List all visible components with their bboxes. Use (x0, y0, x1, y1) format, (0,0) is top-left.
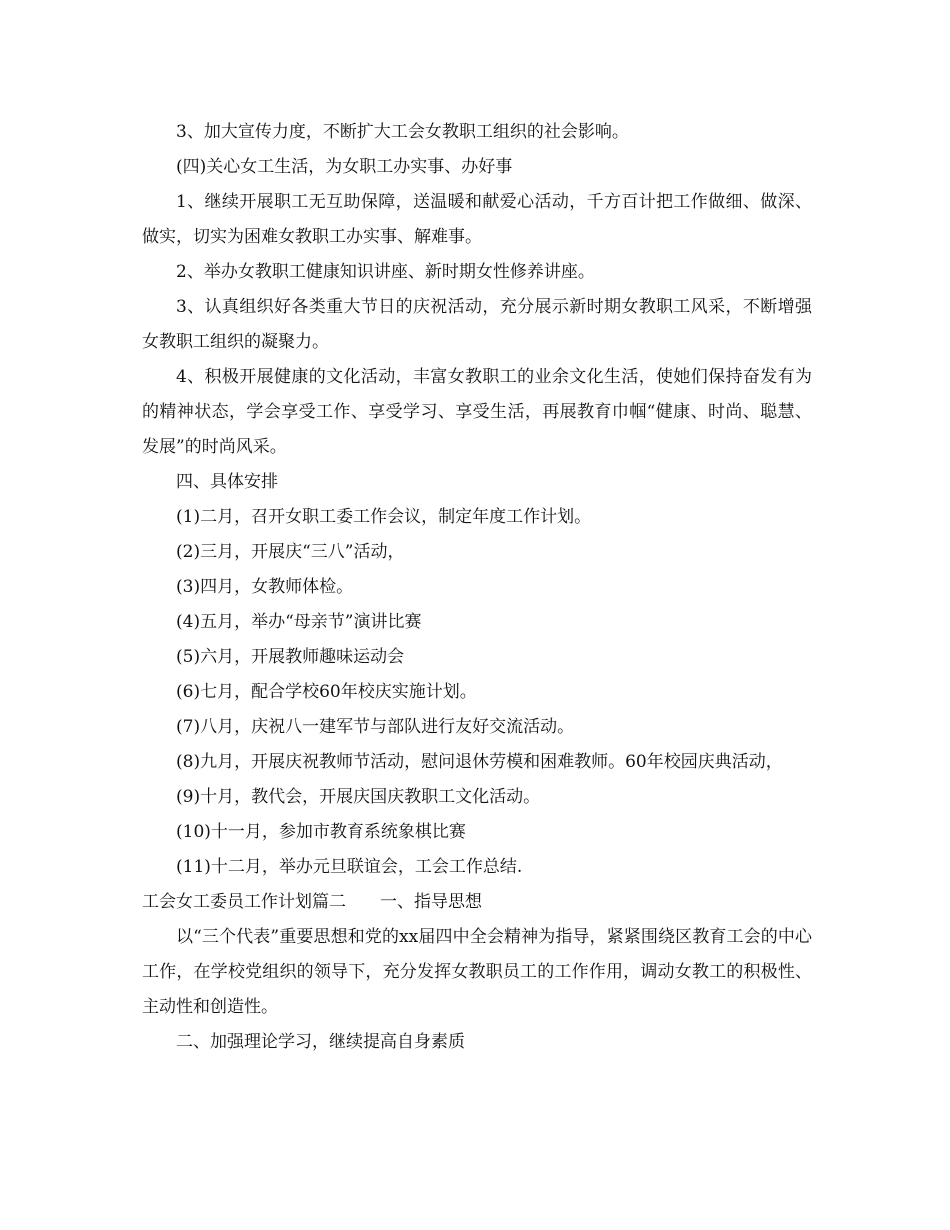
paragraph-mutual-aid: 1、继续开展职工无互助保障，送温暖和献爱心活动，千方百计把工作做细、做深、做实，切实为困难女教职工办实事、解难事。 (142, 192, 812, 247)
document-body (142, 115, 812, 1060)
paragraph-publicity: 3、加大宣传力度，不断扩大工会女教职工组织的社会影响。 (176, 122, 629, 142)
part-two-heading: 工会女工委员工作计划篇二 一、指导思想 (142, 892, 482, 912)
schedule-item-december: (11)十二月，举办元旦联谊会，工会工作总结. (176, 857, 523, 877)
schedule-item-april: (3)四月，女教师体检。 (176, 577, 354, 597)
section-heading-care: (四)关心女工生活，为女职工办实事、办好事 (176, 157, 513, 177)
section-heading-theory-study: 二、加强理论学习，继续提高自身素质 (176, 1032, 465, 1052)
schedule-item-september: (8)九月，开展庆祝教师节活动，慰问退休劳模和困难教师。60年校园庆典活动， (176, 752, 783, 772)
paragraph-health-lectures: 2、举办女教职工健康知识讲座、新时期女性修养讲座。 (176, 262, 595, 282)
schedule-item-may: (4)五月，举办“母亲节”演讲比赛 (176, 612, 422, 632)
schedule-item-october: (9)十月，教代会，开展庆国庆教职工文化活动。 (176, 787, 541, 807)
schedule-item-july: (6)七月，配合学校60年校庆实施计划。 (176, 682, 477, 702)
paragraph-cultural-activities: 4、积极开展健康的文化活动，丰富女教职工的业余文化生活，使她们保持奋发有为的精神状态，学会享受工作、享受学习、享受生活，再展教育巾帼“健康、时尚、聪慧、发展”的时尚风采。 (142, 367, 812, 457)
schedule-item-august: (7)八月，庆祝八一建军节与部队进行友好交流活动。 (176, 717, 575, 737)
schedule-item-march: (2)三月，开展庆“三八”活动， (176, 542, 405, 562)
paragraph-guiding-ideology: 以“三个代表”重要思想和党的xx届四中全会精神为指导，紧紧围绕区教育工会的中心工作，在学校党组织的领导下，充分发挥女教职员工的工作作用，调动女教工的积极性、主动性和创造性。 (142, 927, 812, 1017)
schedule-item-february: (1)二月，召开女职工委工作会议，制定年度工作计划。 (176, 507, 592, 527)
schedule-item-june: (5)六月，开展教师趣味运动会 (176, 647, 405, 667)
schedule-item-november: (10)十一月，参加市教育系统象棋比赛 (176, 822, 466, 842)
section-heading-schedule: 四、具体安排 (176, 472, 278, 492)
paragraph-festival-activities: 3、认真组织好各类重大节日的庆祝活动，充分展示新时期女教职工风采，不断增强女教职工组织的凝聚力。 (142, 297, 812, 352)
